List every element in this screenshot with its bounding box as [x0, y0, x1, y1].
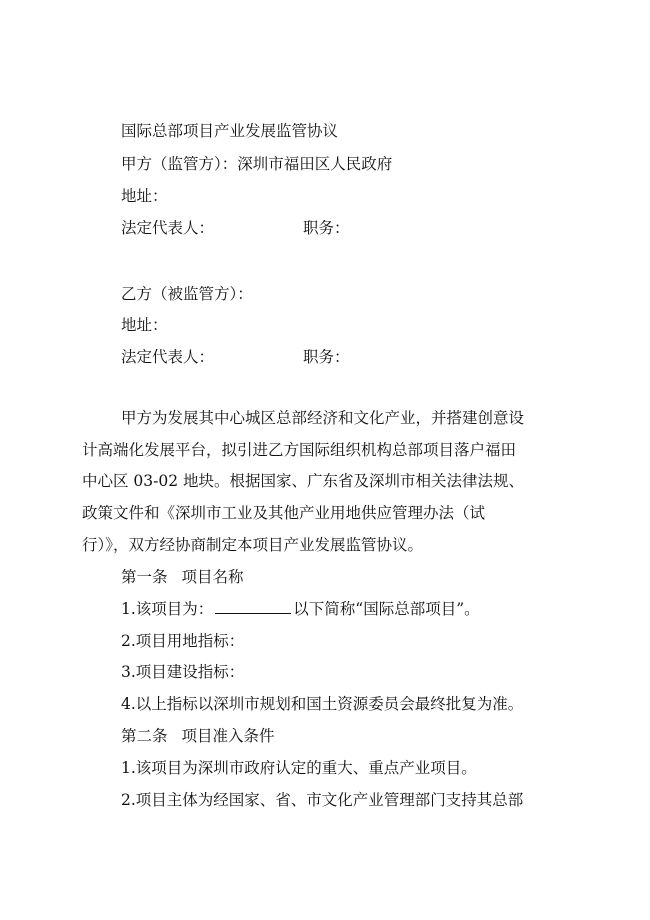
article-2-item-1: 1.该项目为深圳市政府认定的重大、重点产业项目。 [121, 759, 477, 777]
article-2-heading [121, 726, 275, 746]
document-title: 国际总部项目产业发展监管协议 [121, 122, 339, 140]
article-1-heading [121, 567, 244, 587]
article-1-item-2: 2.项目用地指标： [121, 632, 245, 650]
party-a-address: 地址： [121, 187, 168, 205]
project-name-blank [215, 599, 291, 614]
article-1-number: 第一条 [121, 568, 168, 586]
article-2-number: 第二条 [121, 727, 168, 745]
article-2-item-2: 2.项目主体为经国家、省、市文化产业管理部门支持其总部 [121, 791, 524, 809]
preamble-line-3: 中心区 03-02 地块。根据国家、广东省及深圳市相关法律法规、 [82, 472, 525, 490]
party-b-representative: 法定代表人： [121, 348, 215, 366]
party-a-label: 甲方（监管方）：深圳市福田区人民政府 [121, 155, 393, 173]
preamble-line-1: 甲方为发展其中心城区总部经济和文化产业，并搭建创意设 [121, 409, 525, 427]
party-b-label: 乙方（被监管方）： [121, 285, 253, 303]
article-1-item-3: 3.项目建设指标： [121, 663, 245, 681]
article-1-item-1-prefix: 1.该项目为： [121, 600, 214, 618]
article-1-item-1 [121, 599, 480, 619]
party-a-position: 职务： [303, 219, 350, 237]
article-2-title: 项目准入条件 [181, 727, 275, 745]
preamble-line-5: 行）》，双方经协商制定本项目产业发展监管协议。 [82, 536, 424, 554]
preamble-line-4: 政策文件和《深圳市工业及其他产业用地供应管理办法（试 [82, 504, 486, 522]
party-b-address: 地址： [121, 316, 168, 334]
preamble-line-2: 计高端化发展平台，拟引进乙方国际组织机构总部项目落户福田 [82, 441, 517, 459]
article-1-item-4: 4.以上指标以深圳市规划和国土资源委员会最终批复为准。 [121, 695, 524, 713]
article-1-title: 项目名称 [181, 568, 244, 586]
article-1-item-1-suffix: 以下简称“国际总部项目”。 [293, 600, 480, 618]
party-b-position: 职务： [303, 348, 350, 366]
party-a-representative-row [121, 218, 350, 238]
party-b-representative-row [121, 347, 350, 367]
party-a-representative: 法定代表人： [121, 219, 215, 237]
